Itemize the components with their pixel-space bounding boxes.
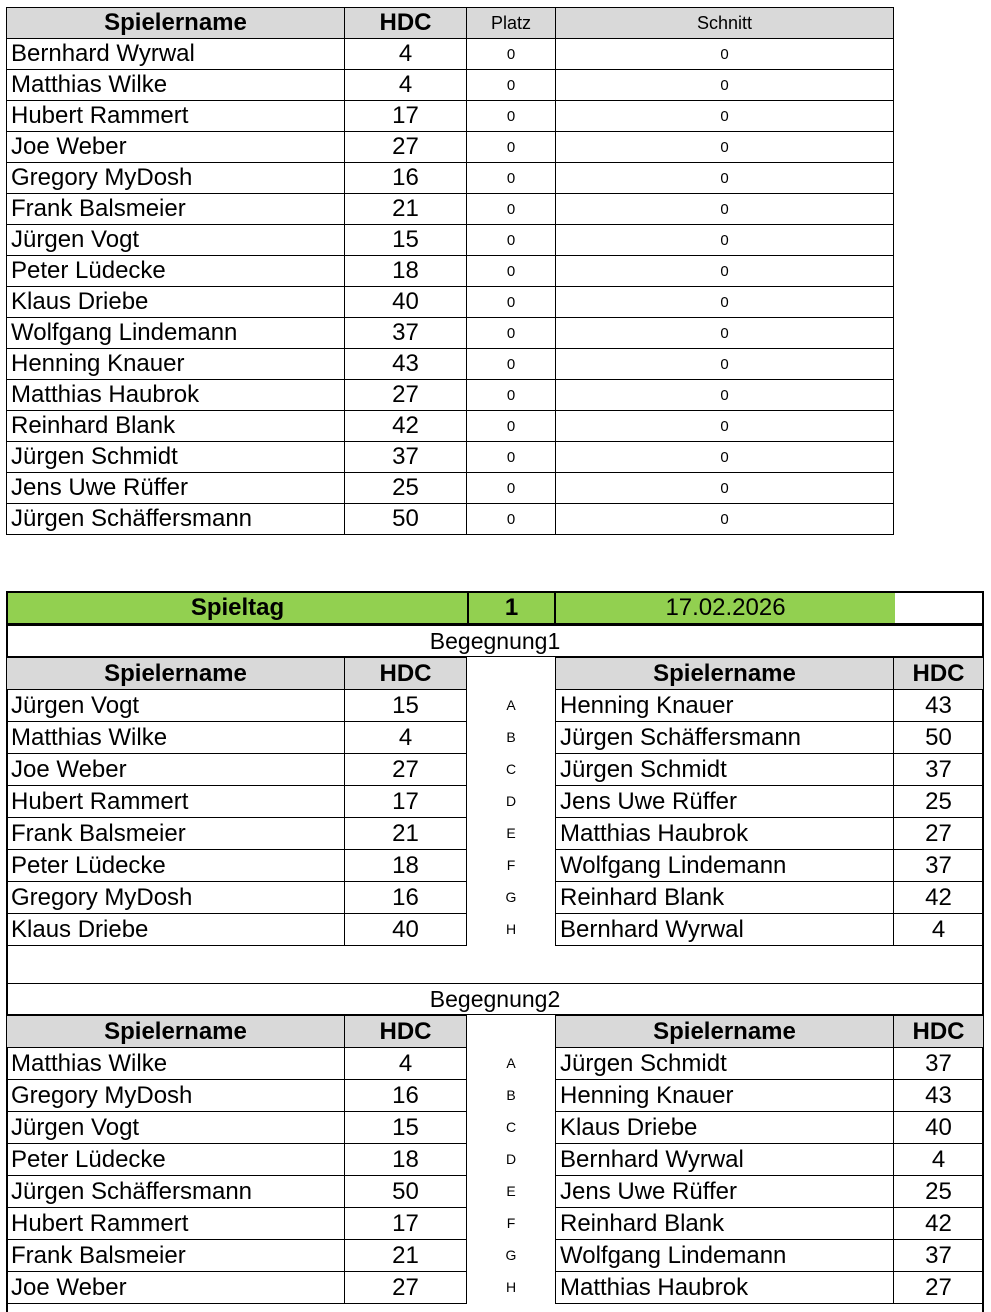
board-letter: E	[506, 825, 516, 841]
left-team-table	[6, 1015, 467, 1304]
player-name: Bernhard Wyrwal	[7, 39, 345, 70]
match-2-title	[6, 983, 984, 1015]
player-hdc: 42	[345, 411, 467, 442]
player-schnitt: 0	[556, 411, 894, 442]
ranking-row	[7, 442, 894, 473]
player-platz: 0	[467, 287, 556, 318]
player-hdc: 25	[894, 786, 984, 818]
board-letter: A	[506, 697, 516, 713]
ranking-row	[7, 349, 894, 380]
match-row	[556, 882, 984, 914]
player-name: Frank Balsmeier	[7, 1240, 345, 1272]
match-header-row	[556, 658, 984, 690]
board-letter: C	[505, 1119, 517, 1135]
player-hdc: 37	[894, 850, 984, 882]
board-letter: H	[505, 921, 517, 937]
player-hdc: 37	[894, 1048, 984, 1080]
match-row	[556, 1240, 984, 1272]
player-hdc: 37	[345, 318, 467, 349]
match-row	[556, 722, 984, 754]
ranking-row	[7, 225, 894, 256]
match-row	[556, 1208, 984, 1240]
player-name: Jürgen Vogt	[7, 1112, 345, 1144]
player-hdc: 27	[894, 818, 984, 850]
player-name: Jürgen Schäffersmann	[7, 504, 345, 535]
player-hdc: 4	[345, 70, 467, 101]
spieltag-label: Spieltag	[8, 593, 467, 623]
player-schnitt: 0	[556, 504, 894, 535]
player-name: Peter Lüdecke	[7, 1144, 345, 1176]
ranking-header-row	[7, 8, 894, 39]
player-schnitt: 0	[556, 287, 894, 318]
match-row	[7, 1080, 467, 1112]
player-name: Reinhard Blank	[7, 411, 345, 442]
player-name: Bernhard Wyrwal	[556, 914, 894, 946]
player-schnitt: 0	[556, 256, 894, 287]
spacer-row	[6, 948, 984, 983]
player-hdc: 17	[345, 1208, 467, 1240]
player-hdc: 40	[894, 1112, 984, 1144]
match-row	[556, 754, 984, 786]
player-name: Jürgen Schmidt	[7, 442, 345, 473]
match-row	[7, 1272, 467, 1304]
player-hdc: 17	[345, 101, 467, 132]
player-hdc: 43	[894, 690, 984, 722]
player-platz: 0	[467, 163, 556, 194]
player-name: Matthias Haubrok	[556, 1272, 894, 1304]
match-row	[7, 786, 467, 818]
player-name: Matthias Wilke	[7, 722, 345, 754]
board-letter: D	[505, 1151, 517, 1167]
player-hdc: 37	[894, 1240, 984, 1272]
match-row	[556, 1144, 984, 1176]
player-name: Jürgen Schmidt	[556, 1048, 894, 1080]
player-hdc: 42	[894, 882, 984, 914]
ranking-row	[7, 70, 894, 101]
match-1-title	[6, 625, 984, 657]
player-name: Peter Lüdecke	[7, 256, 345, 287]
player-name: Wolfgang Lindemann	[556, 1240, 894, 1272]
header-schnitt: Schnitt	[556, 8, 894, 39]
player-platz: 0	[467, 39, 556, 70]
player-schnitt: 0	[556, 132, 894, 163]
player-name: Jürgen Schäffersmann	[556, 722, 894, 754]
header-hdc: HDC	[345, 1016, 467, 1048]
player-hdc: 27	[345, 754, 467, 786]
header-spielername: Spielername	[556, 658, 894, 690]
player-platz: 0	[467, 101, 556, 132]
match-row	[556, 1112, 984, 1144]
player-platz: 0	[467, 411, 556, 442]
header-hdc: HDC	[894, 1016, 984, 1048]
player-name: Bernhard Wyrwal	[556, 1144, 894, 1176]
player-hdc: 15	[345, 225, 467, 256]
board-letter: G	[505, 1247, 517, 1263]
board-letter: F	[506, 1215, 516, 1231]
player-name: Peter Lüdecke	[7, 850, 345, 882]
player-schnitt: 0	[556, 349, 894, 380]
spieltag-bar	[6, 591, 984, 625]
player-platz: 0	[467, 256, 556, 287]
match-row	[556, 914, 984, 946]
player-schnitt: 0	[556, 163, 894, 194]
player-name: Joe Weber	[7, 1272, 345, 1304]
player-name: Jens Uwe Rüffer	[556, 1176, 894, 1208]
player-schnitt: 0	[556, 318, 894, 349]
header-spielername: Spielername	[7, 658, 345, 690]
header-hdc: HDC	[345, 658, 467, 690]
ranking-table	[6, 7, 894, 535]
player-name: Gregory MyDosh	[7, 1080, 345, 1112]
match-header-row	[7, 1016, 467, 1048]
player-platz: 0	[467, 380, 556, 411]
player-name: Matthias Haubrok	[556, 818, 894, 850]
player-platz: 0	[467, 473, 556, 504]
board-letter: A	[506, 1055, 516, 1071]
match-row	[7, 1208, 467, 1240]
player-name: Reinhard Blank	[556, 1208, 894, 1240]
match-row	[7, 1176, 467, 1208]
right-team-table	[555, 1015, 984, 1304]
left-team-table	[6, 657, 467, 946]
player-platz: 0	[467, 442, 556, 473]
spieltag-number: 1	[467, 593, 556, 623]
player-hdc: 21	[345, 818, 467, 850]
ranking-row	[7, 256, 894, 287]
header-spielername: Spielername	[7, 8, 345, 39]
ranking-row	[7, 380, 894, 411]
player-name: Gregory MyDosh	[7, 882, 345, 914]
player-hdc: 4	[345, 39, 467, 70]
player-name: Henning Knauer	[7, 349, 345, 380]
player-platz: 0	[467, 132, 556, 163]
player-name: Jens Uwe Rüffer	[7, 473, 345, 504]
player-name: Henning Knauer	[556, 1080, 894, 1112]
player-hdc: 50	[894, 722, 984, 754]
player-name: Hubert Rammert	[7, 101, 345, 132]
header-hdc: HDC	[345, 8, 467, 39]
player-schnitt: 0	[556, 70, 894, 101]
player-name: Jürgen Vogt	[7, 225, 345, 256]
player-name: Jürgen Vogt	[7, 690, 345, 722]
header-spielername: Spielername	[7, 1016, 345, 1048]
player-hdc: 42	[894, 1208, 984, 1240]
player-hdc: 17	[345, 786, 467, 818]
player-schnitt: 0	[556, 442, 894, 473]
player-name: Henning Knauer	[556, 690, 894, 722]
match-row	[7, 1048, 467, 1080]
ranking-row	[7, 287, 894, 318]
player-name: Wolfgang Lindemann	[7, 318, 345, 349]
board-letter: H	[505, 1279, 517, 1295]
match-row	[556, 1176, 984, 1208]
ranking-row	[7, 39, 894, 70]
player-name: Hubert Rammert	[7, 786, 345, 818]
match-row	[7, 1144, 467, 1176]
header-hdc: HDC	[894, 658, 984, 690]
player-name: Jens Uwe Rüffer	[556, 786, 894, 818]
player-schnitt: 0	[556, 380, 894, 411]
player-name: Joe Weber	[7, 132, 345, 163]
player-schnitt: 0	[556, 473, 894, 504]
board-letter: D	[505, 793, 517, 809]
player-hdc: 43	[345, 349, 467, 380]
match-row	[556, 690, 984, 722]
ranking-row	[7, 318, 894, 349]
player-name: Gregory MyDosh	[7, 163, 345, 194]
player-name: Matthias Wilke	[7, 1048, 345, 1080]
player-platz: 0	[467, 225, 556, 256]
player-hdc: 18	[345, 1144, 467, 1176]
match-title: Begegnung1	[6, 625, 984, 657]
board-letter: F	[506, 857, 516, 873]
player-name: Joe Weber	[7, 754, 345, 786]
header-platz: Platz	[467, 8, 556, 39]
board-letter: E	[506, 1183, 516, 1199]
match-row	[7, 1112, 467, 1144]
player-name: Matthias Wilke	[7, 70, 345, 101]
match-row	[556, 1272, 984, 1304]
player-name: Frank Balsmeier	[7, 818, 345, 850]
player-schnitt: 0	[556, 194, 894, 225]
match-row	[7, 754, 467, 786]
header-spielername: Spielername	[556, 1016, 894, 1048]
player-name: Jürgen Schäffersmann	[7, 1176, 345, 1208]
ranking-row	[7, 163, 894, 194]
match-header-row	[556, 1016, 984, 1048]
player-hdc: 4	[345, 1048, 467, 1080]
ranking-row	[7, 411, 894, 442]
player-platz: 0	[467, 194, 556, 225]
player-name: Wolfgang Lindemann	[556, 850, 894, 882]
player-hdc: 40	[345, 287, 467, 318]
player-platz: 0	[467, 318, 556, 349]
player-platz: 0	[467, 349, 556, 380]
player-hdc: 40	[345, 914, 467, 946]
player-name: Jürgen Schmidt	[556, 754, 894, 786]
match-row	[556, 1080, 984, 1112]
player-hdc: 27	[894, 1272, 984, 1304]
match-header-row	[7, 658, 467, 690]
right-team-table	[555, 657, 984, 946]
player-hdc: 16	[345, 163, 467, 194]
player-hdc: 4	[345, 722, 467, 754]
player-name: Hubert Rammert	[7, 1208, 345, 1240]
match-row	[7, 1240, 467, 1272]
match-title: Begegnung2	[6, 983, 984, 1015]
player-schnitt: 0	[556, 39, 894, 70]
player-name: Klaus Driebe	[556, 1112, 894, 1144]
player-name: Klaus Driebe	[7, 914, 345, 946]
ranking-row	[7, 194, 894, 225]
ranking-row	[7, 132, 894, 163]
board-letter: G	[505, 889, 517, 905]
ranking-body	[7, 39, 894, 535]
match-row	[7, 882, 467, 914]
board-letter: C	[505, 761, 517, 777]
match-row	[7, 818, 467, 850]
player-hdc: 15	[345, 1112, 467, 1144]
ranking-row	[7, 473, 894, 504]
player-hdc: 27	[345, 132, 467, 163]
match-row	[556, 786, 984, 818]
board-letter: B	[506, 729, 516, 745]
player-hdc: 18	[345, 256, 467, 287]
player-hdc: 15	[345, 690, 467, 722]
match-row	[7, 850, 467, 882]
player-hdc: 25	[345, 473, 467, 504]
player-hdc: 21	[345, 194, 467, 225]
player-hdc: 18	[345, 850, 467, 882]
player-hdc: 43	[894, 1080, 984, 1112]
player-hdc: 50	[345, 504, 467, 535]
board-letter: B	[506, 1087, 516, 1103]
spieltag-date: 17.02.2026	[556, 593, 895, 623]
player-hdc: 16	[345, 882, 467, 914]
player-hdc: 21	[345, 1240, 467, 1272]
match-row	[556, 818, 984, 850]
player-hdc: 37	[894, 754, 984, 786]
player-hdc: 27	[345, 380, 467, 411]
match-row	[7, 690, 467, 722]
player-hdc: 25	[894, 1176, 984, 1208]
player-hdc: 50	[345, 1176, 467, 1208]
match-row	[556, 850, 984, 882]
player-name: Reinhard Blank	[556, 882, 894, 914]
match-row	[7, 722, 467, 754]
player-hdc: 4	[894, 1144, 984, 1176]
player-hdc: 37	[345, 442, 467, 473]
player-hdc: 4	[894, 914, 984, 946]
ranking-row	[7, 101, 894, 132]
player-platz: 0	[467, 504, 556, 535]
match-row	[556, 1048, 984, 1080]
player-hdc: 27	[345, 1272, 467, 1304]
player-schnitt: 0	[556, 101, 894, 132]
player-name: Klaus Driebe	[7, 287, 345, 318]
match-row	[7, 914, 467, 946]
player-name: Frank Balsmeier	[7, 194, 345, 225]
ranking-row	[7, 504, 894, 535]
player-schnitt: 0	[556, 225, 894, 256]
player-platz: 0	[467, 70, 556, 101]
player-hdc: 16	[345, 1080, 467, 1112]
player-name: Matthias Haubrok	[7, 380, 345, 411]
